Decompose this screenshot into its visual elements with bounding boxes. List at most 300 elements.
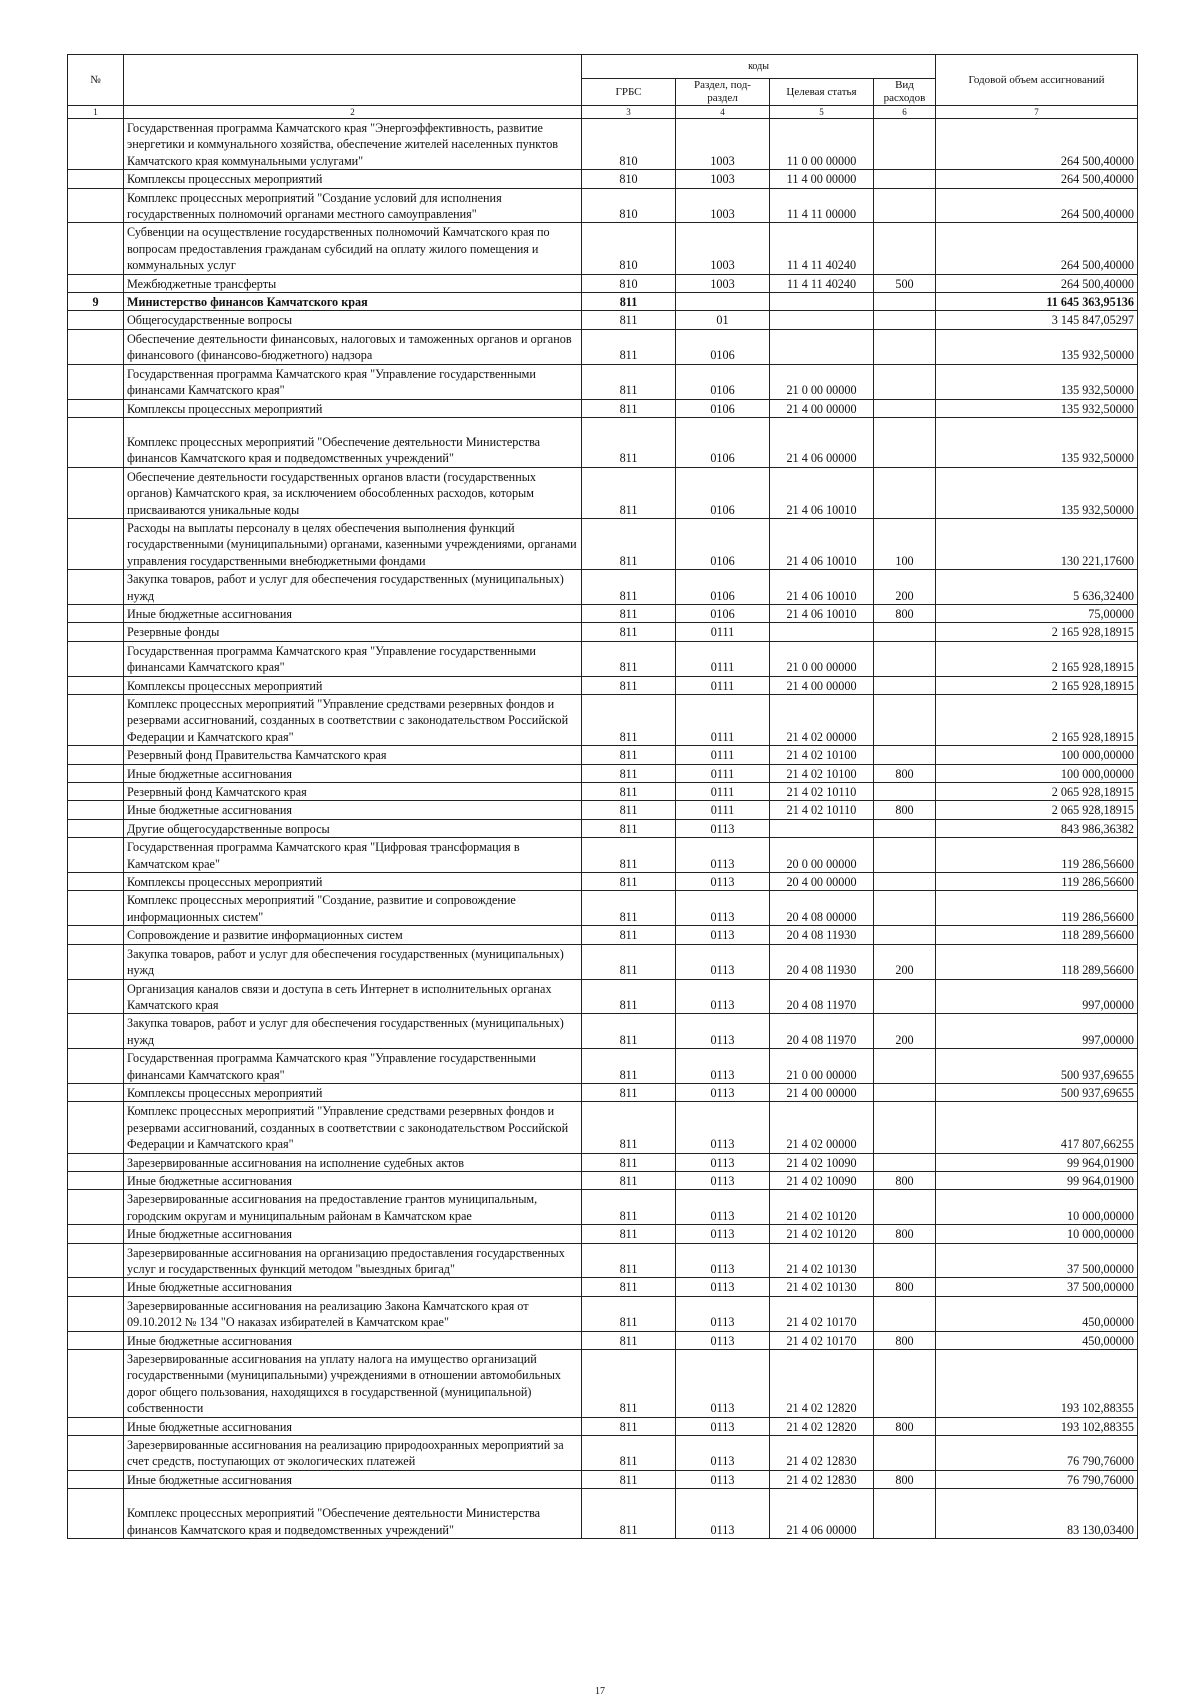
row-amount: 119 286,56600 <box>936 838 1138 873</box>
row-name: Государственная программа Камчатского края "Управление государственными финансами Камчатского края" <box>124 641 582 676</box>
table-row <box>68 311 1138 329</box>
row-expense-type <box>874 399 936 417</box>
row-target: 21 4 02 00000 <box>770 1102 874 1153</box>
row-section: 0113 <box>676 1049 770 1084</box>
row-grbs: 811 <box>582 417 676 467</box>
row-section: 0106 <box>676 604 770 622</box>
row-amount: 264 500,40000 <box>936 188 1138 223</box>
row-number <box>68 1296 124 1331</box>
row-amount: 3 145 847,05297 <box>936 311 1138 329</box>
header-codes: коды <box>582 55 936 79</box>
row-section: 0113 <box>676 1331 770 1349</box>
row-grbs: 811 <box>582 1049 676 1084</box>
row-grbs: 811 <box>582 641 676 676</box>
row-amount: 83 130,03400 <box>936 1489 1138 1539</box>
row-section: 0106 <box>676 518 770 569</box>
row-expense-type <box>874 783 936 801</box>
row-number <box>68 1243 124 1278</box>
row-target: 21 4 06 10010 <box>770 570 874 605</box>
row-target: 20 4 00 00000 <box>770 873 874 891</box>
row-grbs: 811 <box>582 746 676 764</box>
table-row <box>68 979 1138 1014</box>
row-target: 11 0 00 00000 <box>770 119 874 170</box>
row-grbs: 811 <box>582 801 676 819</box>
row-name: Общегосударственные вопросы <box>124 311 582 329</box>
row-target: 11 4 11 40240 <box>770 223 874 274</box>
row-grbs: 811 <box>582 695 676 746</box>
row-number <box>68 695 124 746</box>
row-grbs: 811 <box>582 623 676 641</box>
row-expense-type <box>874 676 936 694</box>
row-name: Государственная программа Камчатского края "Управление государственными финансами Камчатского края" <box>124 364 582 399</box>
row-grbs: 811 <box>582 783 676 801</box>
col-number: 6 <box>874 106 936 119</box>
row-amount: 99 964,01900 <box>936 1171 1138 1189</box>
table-row <box>68 1190 1138 1225</box>
row-grbs: 811 <box>582 1350 676 1418</box>
row-section: 0106 <box>676 329 770 364</box>
row-number <box>68 838 124 873</box>
table-row <box>68 1049 1138 1084</box>
row-number <box>68 676 124 694</box>
row-target <box>770 311 874 329</box>
row-target <box>770 329 874 364</box>
row-target: 21 4 02 10170 <box>770 1331 874 1349</box>
row-amount: 130 221,17600 <box>936 518 1138 569</box>
row-target: 21 4 02 12830 <box>770 1436 874 1471</box>
table-row <box>68 119 1138 170</box>
row-section: 0113 <box>676 1014 770 1049</box>
col-number: 2 <box>124 106 582 119</box>
row-grbs: 811 <box>582 311 676 329</box>
row-grbs: 811 <box>582 819 676 837</box>
row-expense-type <box>874 926 936 944</box>
row-target: 21 4 02 12820 <box>770 1350 874 1418</box>
row-number <box>68 1278 124 1296</box>
row-grbs: 810 <box>582 119 676 170</box>
row-grbs: 811 <box>582 1083 676 1101</box>
row-target: 20 4 08 11930 <box>770 926 874 944</box>
row-section: 0113 <box>676 891 770 926</box>
row-name: Зарезервированные ассигнования на уплату налога на имущество организаций государственными (муниципальными) учреждениями в отношении автомобильных дорог общего пользования, находящихся в государственной (муниципальной) собственности <box>124 1350 582 1418</box>
row-name: Сопровождение и развитие информационных систем <box>124 926 582 944</box>
col-number: 1 <box>68 106 124 119</box>
row-section: 0111 <box>676 801 770 819</box>
row-name: Иные бюджетные ассигнования <box>124 1331 582 1349</box>
table-row <box>68 188 1138 223</box>
row-target: 21 4 06 00000 <box>770 417 874 467</box>
row-grbs: 811 <box>582 1296 676 1331</box>
row-number <box>68 1470 124 1488</box>
row-amount: 2 065 928,18915 <box>936 801 1138 819</box>
header-name <box>124 55 582 106</box>
row-amount: 75,00000 <box>936 604 1138 622</box>
row-amount: 76 790,76000 <box>936 1436 1138 1471</box>
table-row <box>68 1489 1138 1539</box>
table-row <box>68 1470 1138 1488</box>
row-grbs: 811 <box>582 467 676 518</box>
row-name: Министерство финансов Камчатского края <box>124 293 582 311</box>
row-section: 0113 <box>676 873 770 891</box>
header-target: Целевая статья <box>770 79 874 106</box>
row-target: 20 4 08 11930 <box>770 944 874 979</box>
row-amount: 2 165 928,18915 <box>936 623 1138 641</box>
table-row <box>68 170 1138 188</box>
row-expense-type <box>874 838 936 873</box>
row-name: Комплексы процессных мероприятий <box>124 170 582 188</box>
row-target: 21 4 06 10010 <box>770 467 874 518</box>
row-name: Межбюджетные трансферты <box>124 274 582 292</box>
row-number <box>68 1049 124 1084</box>
table-row <box>68 1243 1138 1278</box>
row-section: 0111 <box>676 676 770 694</box>
row-grbs: 811 <box>582 764 676 782</box>
row-amount: 135 932,50000 <box>936 399 1138 417</box>
row-name: Зарезервированные ассигнования на предоставление грантов муниципальным, городским округам и муниципальным районам в Камчатском крае <box>124 1190 582 1225</box>
row-target: 21 4 00 00000 <box>770 1083 874 1101</box>
row-number <box>68 623 124 641</box>
table-row <box>68 926 1138 944</box>
row-grbs: 811 <box>582 891 676 926</box>
row-expense-type: 200 <box>874 1014 936 1049</box>
row-section: 0113 <box>676 1350 770 1418</box>
row-number <box>68 783 124 801</box>
row-number <box>68 819 124 837</box>
row-grbs: 811 <box>582 1489 676 1539</box>
row-expense-type <box>874 1296 936 1331</box>
row-expense-type: 800 <box>874 1470 936 1488</box>
row-section <box>676 293 770 311</box>
row-expense-type <box>874 1436 936 1471</box>
row-target: 21 4 02 00000 <box>770 695 874 746</box>
row-amount: 450,00000 <box>936 1296 1138 1331</box>
row-target: 20 4 08 11970 <box>770 979 874 1014</box>
row-amount: 417 807,66255 <box>936 1102 1138 1153</box>
row-expense-type <box>874 819 936 837</box>
row-name: Комплекс процессных мероприятий "Создание условий для исполнения государственных полномочий органами местного самоуправления" <box>124 188 582 223</box>
row-number <box>68 274 124 292</box>
row-target: 21 4 02 10090 <box>770 1153 874 1171</box>
row-target: 21 4 02 10130 <box>770 1243 874 1278</box>
table-row <box>68 838 1138 873</box>
row-target: 20 0 00 00000 <box>770 838 874 873</box>
row-expense-type <box>874 293 936 311</box>
row-expense-type <box>874 891 936 926</box>
row-target: 20 4 08 00000 <box>770 891 874 926</box>
row-amount: 264 500,40000 <box>936 274 1138 292</box>
row-name: Закупка товаров, работ и услуг для обеспечения государственных (муниципальных) нужд <box>124 570 582 605</box>
row-expense-type: 800 <box>874 604 936 622</box>
row-expense-type <box>874 746 936 764</box>
row-section: 0111 <box>676 623 770 641</box>
row-section: 0113 <box>676 1083 770 1101</box>
row-amount: 193 102,88355 <box>936 1417 1138 1435</box>
row-expense-type: 500 <box>874 274 936 292</box>
page-number: 17 <box>595 1686 605 1697</box>
row-name: Зарезервированные ассигнования на исполнение судебных актов <box>124 1153 582 1171</box>
row-expense-type: 800 <box>874 1171 936 1189</box>
row-number <box>68 1417 124 1435</box>
row-section: 0106 <box>676 399 770 417</box>
row-number <box>68 641 124 676</box>
row-grbs: 811 <box>582 1278 676 1296</box>
row-name: Иные бюджетные ассигнования <box>124 604 582 622</box>
row-section: 0113 <box>676 926 770 944</box>
row-grbs: 810 <box>582 188 676 223</box>
row-target: 21 4 02 10120 <box>770 1190 874 1225</box>
row-section: 01 <box>676 311 770 329</box>
row-amount: 264 500,40000 <box>936 170 1138 188</box>
row-target: 21 4 02 10120 <box>770 1225 874 1243</box>
row-name: Комплекс процессных мероприятий "Обеспечение деятельности Министерства финансов Камчатского края и подведомственных учреждений" <box>124 1489 582 1539</box>
row-grbs: 811 <box>582 1171 676 1189</box>
table-row <box>68 746 1138 764</box>
row-grbs: 811 <box>582 926 676 944</box>
table-row <box>68 944 1138 979</box>
header-annual: Годовой объем ассигнований <box>936 55 1138 106</box>
row-amount: 119 286,56600 <box>936 891 1138 926</box>
row-grbs: 811 <box>582 293 676 311</box>
row-target: 21 4 02 12820 <box>770 1417 874 1435</box>
row-name: Комплексы процессных мероприятий <box>124 676 582 694</box>
row-target: 11 4 11 40240 <box>770 274 874 292</box>
row-expense-type: 200 <box>874 570 936 605</box>
row-name: Комплекс процессных мероприятий "Обеспечение деятельности Министерства финансов Камчатского края и подведомственных учреждений" <box>124 417 582 467</box>
row-amount: 100 000,00000 <box>936 764 1138 782</box>
row-number <box>68 518 124 569</box>
row-expense-type: 800 <box>874 1331 936 1349</box>
row-section: 0113 <box>676 1243 770 1278</box>
row-amount: 10 000,00000 <box>936 1225 1138 1243</box>
row-expense-type: 100 <box>874 518 936 569</box>
row-name: Иные бюджетные ассигнования <box>124 1171 582 1189</box>
row-expense-type <box>874 119 936 170</box>
table-row <box>68 329 1138 364</box>
table-row <box>68 783 1138 801</box>
row-amount: 11 645 363,95136 <box>936 293 1138 311</box>
row-number <box>68 1153 124 1171</box>
row-expense-type: 800 <box>874 801 936 819</box>
table-row <box>68 274 1138 292</box>
row-expense-type: 800 <box>874 1417 936 1435</box>
row-name: Расходы на выплаты персоналу в целях обеспечения выполнения функций государственными (муниципальными) органами, казенными учреждениями, органами управления государственными внебюджетными фондами <box>124 518 582 569</box>
row-number <box>68 1225 124 1243</box>
row-target: 21 4 02 10110 <box>770 783 874 801</box>
row-number <box>68 119 124 170</box>
row-name: Иные бюджетные ассигнования <box>124 1225 582 1243</box>
header-grbs: ГРБС <box>582 79 676 106</box>
row-amount: 2 065 928,18915 <box>936 783 1138 801</box>
row-name: Иные бюджетные ассигнования <box>124 1470 582 1488</box>
row-amount: 118 289,56600 <box>936 944 1138 979</box>
row-section: 0113 <box>676 1470 770 1488</box>
row-expense-type <box>874 641 936 676</box>
row-number <box>68 891 124 926</box>
table-row <box>68 467 1138 518</box>
table-row <box>68 819 1138 837</box>
table-row <box>68 1331 1138 1349</box>
row-grbs: 811 <box>582 979 676 1014</box>
row-section: 0113 <box>676 1278 770 1296</box>
row-grbs: 811 <box>582 364 676 399</box>
row-expense-type <box>874 1489 936 1539</box>
row-expense-type <box>874 170 936 188</box>
table-row <box>68 1278 1138 1296</box>
row-number <box>68 944 124 979</box>
table-row <box>68 223 1138 274</box>
row-number <box>68 329 124 364</box>
row-name: Закупка товаров, работ и услуг для обеспечения государственных (муниципальных) нужд <box>124 1014 582 1049</box>
row-section: 0113 <box>676 1417 770 1435</box>
row-name: Резервный фонд Правительства Камчатского края <box>124 746 582 764</box>
row-expense-type: 800 <box>874 1225 936 1243</box>
table-row <box>68 1014 1138 1049</box>
row-number <box>68 467 124 518</box>
table-row <box>68 570 1138 605</box>
row-grbs: 810 <box>582 170 676 188</box>
row-name: Государственная программа Камчатского края "Энергоэффективность, развитие энергетики и коммунального хозяйства, обеспечение жителей населенных пунктов Камчатского края коммунальными услугами" <box>124 119 582 170</box>
row-amount: 10 000,00000 <box>936 1190 1138 1225</box>
row-section: 0113 <box>676 1153 770 1171</box>
row-amount: 500 937,69655 <box>936 1049 1138 1084</box>
row-target: 21 4 06 10010 <box>770 604 874 622</box>
row-grbs: 811 <box>582 676 676 694</box>
row-expense-type <box>874 1350 936 1418</box>
row-target: 21 0 00 00000 <box>770 641 874 676</box>
row-amount: 37 500,00000 <box>936 1278 1138 1296</box>
row-name: Иные бюджетные ассигнования <box>124 801 582 819</box>
row-expense-type <box>874 329 936 364</box>
row-expense-type <box>874 1102 936 1153</box>
row-grbs: 811 <box>582 518 676 569</box>
row-amount: 135 932,50000 <box>936 467 1138 518</box>
row-name: Обеспечение деятельности финансовых, налоговых и таможенных органов и органов финансового (финансово-бюджетного) надзора <box>124 329 582 364</box>
row-name: Субвенции на осуществление государственных полномочий Камчатского края по вопросам предоставления гражданам субсидий на оплату жилого помещения и коммунальных услуг <box>124 223 582 274</box>
row-section: 0106 <box>676 364 770 399</box>
budget-table <box>67 54 1138 1539</box>
row-target: 21 0 00 00000 <box>770 364 874 399</box>
table-row <box>68 1350 1138 1418</box>
row-section: 0111 <box>676 695 770 746</box>
row-grbs: 811 <box>582 873 676 891</box>
row-expense-type <box>874 1153 936 1171</box>
row-amount: 135 932,50000 <box>936 364 1138 399</box>
row-amount: 500 937,69655 <box>936 1083 1138 1101</box>
table-row <box>68 1225 1138 1243</box>
row-name: Комплексы процессных мероприятий <box>124 873 582 891</box>
row-number <box>68 604 124 622</box>
table-row <box>68 604 1138 622</box>
row-name: Зарезервированные ассигнования на организацию предоставления государственных услуг и государственных функций методом "выездных бригад" <box>124 1243 582 1278</box>
row-number <box>68 926 124 944</box>
row-section: 0113 <box>676 819 770 837</box>
row-section: 0111 <box>676 783 770 801</box>
row-amount: 135 932,50000 <box>936 329 1138 364</box>
row-amount: 100 000,00000 <box>936 746 1138 764</box>
row-grbs: 810 <box>582 274 676 292</box>
row-grbs: 811 <box>582 604 676 622</box>
row-number <box>68 979 124 1014</box>
row-name: Комплексы процессных мероприятий <box>124 1083 582 1101</box>
row-section: 0106 <box>676 417 770 467</box>
row-amount: 264 500,40000 <box>936 119 1138 170</box>
row-name: Зарезервированные ассигнования на реализацию природоохранных мероприятий за счет средств, поступающих от экологических платежей <box>124 1436 582 1471</box>
row-target <box>770 623 874 641</box>
row-section: 0113 <box>676 1190 770 1225</box>
row-name: Комплекс процессных мероприятий "Управление средствами резервных фондов и резервами ассигнований, созданных в соответствии с законодательством Российской Федерации и Камчатского края" <box>124 1102 582 1153</box>
row-number <box>68 1083 124 1101</box>
table-row <box>68 293 1138 311</box>
row-section: 1003 <box>676 119 770 170</box>
row-target: 21 4 02 10100 <box>770 764 874 782</box>
row-target: 21 4 00 00000 <box>770 399 874 417</box>
row-expense-type <box>874 979 936 1014</box>
row-target: 21 4 02 10100 <box>770 746 874 764</box>
row-name: Закупка товаров, работ и услуг для обеспечения государственных (муниципальных) нужд <box>124 944 582 979</box>
row-number <box>68 1350 124 1418</box>
row-number <box>68 188 124 223</box>
table-row <box>68 1436 1138 1471</box>
row-grbs: 811 <box>582 1417 676 1435</box>
row-target <box>770 293 874 311</box>
row-grbs: 811 <box>582 1225 676 1243</box>
row-expense-type <box>874 311 936 329</box>
row-grbs: 811 <box>582 1014 676 1049</box>
table-row <box>68 1417 1138 1435</box>
row-target: 21 4 02 10110 <box>770 801 874 819</box>
row-name: Иные бюджетные ассигнования <box>124 1417 582 1435</box>
row-amount: 118 289,56600 <box>936 926 1138 944</box>
row-number <box>68 364 124 399</box>
row-section: 0113 <box>676 944 770 979</box>
table-header <box>68 55 1138 119</box>
row-section: 1003 <box>676 170 770 188</box>
row-expense-type <box>874 695 936 746</box>
row-name: Иные бюджетные ассигнования <box>124 764 582 782</box>
row-number <box>68 1014 124 1049</box>
row-number <box>68 1190 124 1225</box>
row-number <box>68 170 124 188</box>
row-expense-type <box>874 223 936 274</box>
row-grbs: 811 <box>582 1243 676 1278</box>
row-expense-type <box>874 623 936 641</box>
row-target: 21 4 06 00000 <box>770 1489 874 1539</box>
table-row <box>68 695 1138 746</box>
row-number <box>68 1436 124 1471</box>
row-name: Государственная программа Камчатского края "Цифровая трансформация в Камчатском крае" <box>124 838 582 873</box>
row-name: Резервные фонды <box>124 623 582 641</box>
row-section: 0113 <box>676 1489 770 1539</box>
row-section: 0113 <box>676 1102 770 1153</box>
header-no: № <box>68 55 124 106</box>
row-section: 1003 <box>676 223 770 274</box>
row-grbs: 811 <box>582 1470 676 1488</box>
table-row <box>68 891 1138 926</box>
col-number: 7 <box>936 106 1138 119</box>
row-amount: 2 165 928,18915 <box>936 641 1138 676</box>
table-row <box>68 1296 1138 1331</box>
row-number <box>68 1102 124 1153</box>
row-name: Зарезервированные ассигнования на реализацию Закона Камчатского края от 09.10.2012 № 134 "О наказах избирателей в Камчатском крае" <box>124 1296 582 1331</box>
row-name: Государственная программа Камчатского края "Управление государственными финансами Камчатского края" <box>124 1049 582 1084</box>
row-expense-type <box>874 1049 936 1084</box>
table-body <box>68 119 1138 1539</box>
row-expense-type <box>874 1083 936 1101</box>
row-amount: 119 286,56600 <box>936 873 1138 891</box>
row-amount: 2 165 928,18915 <box>936 695 1138 746</box>
row-number <box>68 311 124 329</box>
table-row <box>68 364 1138 399</box>
